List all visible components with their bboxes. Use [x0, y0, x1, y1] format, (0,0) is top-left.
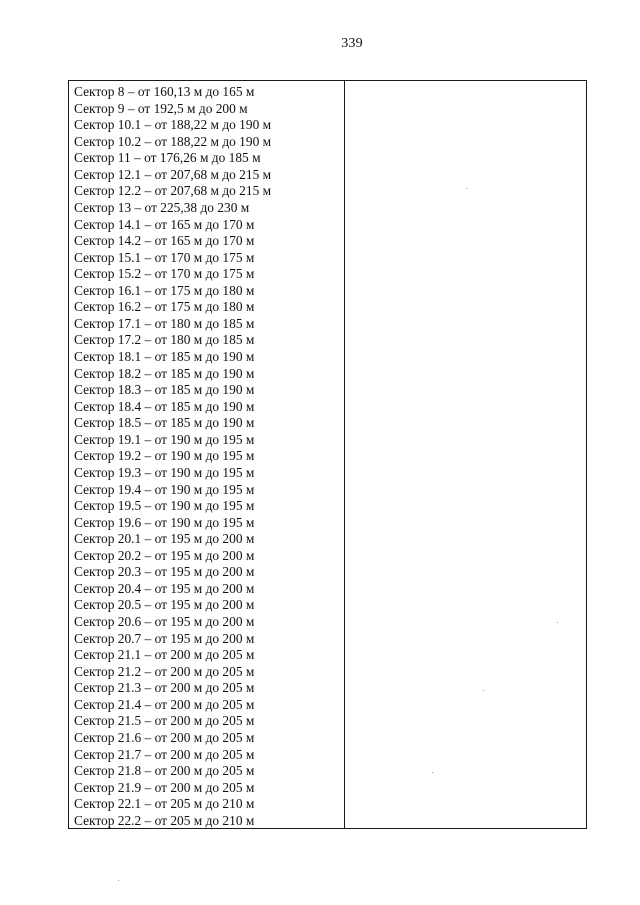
sector-row: Сектор 21.8 – от 200 м до 205 м: [74, 763, 255, 779]
sector-row: Сектор 20.2 – от 195 м до 200 м: [74, 547, 255, 563]
sector-row: Сектор 21.4 – от 200 м до 205 м: [74, 696, 255, 712]
sector-list: [74, 84, 342, 829]
sector-row: Сектор 16.1 – от 175 м до 180 м: [74, 282, 255, 298]
sector-row: Сектор 18.5 – от 185 м до 190 м: [74, 415, 255, 431]
sector-row: Сектор 19.5 – от 190 м до 195 м: [74, 498, 255, 514]
sector-row: Сектор 20.1 – от 195 м до 200 м: [74, 531, 255, 547]
sector-row: Сектор 17.1 – от 180 м до 185 м: [74, 315, 255, 331]
sector-row: Сектор 8 – от 160,13 м до 165 м: [74, 84, 255, 99]
scan-speck: [432, 772, 433, 773]
sector-row: Сектор 17.2 – от 180 м до 185 м: [74, 332, 255, 348]
sector-row: Сектор 22.2 – от 205 м до 210 м: [74, 812, 255, 828]
sector-row: Сектор 15.2 – от 170 м до 175 м: [74, 266, 255, 282]
sector-row: Сектор 21.9 – от 200 м до 205 м: [74, 779, 255, 795]
sector-row: Сектор 21.7 – от 200 м до 205 м: [74, 746, 255, 762]
sector-row: Сектор 19.2 – от 190 м до 195 м: [74, 448, 255, 464]
sector-row: Сектор 21.6 – от 200 м до 205 м: [74, 729, 255, 745]
sector-row: Сектор 20.3 – от 195 м до 200 м: [74, 564, 255, 580]
column-divider: [344, 81, 345, 828]
sector-row: Сектор 14.2 – от 165 м до 170 м: [74, 233, 255, 249]
sector-row: Сектор 21.3 – от 200 м до 205 м: [74, 680, 255, 696]
page-number: 339: [341, 36, 363, 51]
sector-row: Сектор 12.1 – от 207,68 м до 215 м: [74, 166, 272, 182]
sector-row: Сектор 13 – от 225,38 до 230 м: [74, 199, 250, 215]
scan-speck: [466, 188, 467, 189]
sector-row: Сектор 21.1 – от 200 м до 205 м: [74, 647, 255, 663]
sector-row: Сектор 21.5 – от 200 м до 205 м: [74, 713, 255, 729]
sector-row: Сектор 19.6 – от 190 м до 195 м: [74, 514, 255, 530]
sector-row: Сектор 20.7 – от 195 м до 200 м: [74, 630, 255, 646]
sector-row: Сектор 10.2 – от 188,22 м до 190 м: [74, 133, 272, 149]
sector-row: Сектор 15.1 – от 170 м до 175 м: [74, 249, 255, 265]
sector-row: Сектор 12.2 – от 207,68 м до 215 м: [74, 183, 272, 199]
sector-row: Сектор 18.1 – от 185 м до 190 м: [74, 349, 255, 364]
scan-speck: [483, 690, 484, 691]
sector-row: Сектор 10.1 – от 188,22 м до 190 м: [74, 117, 272, 133]
scan-speck: [118, 880, 119, 881]
sector-row: Сектор 20.6 – от 195 м до 200 м: [74, 614, 255, 629]
sector-row: Сектор 21.2 – от 200 м до 205 м: [74, 663, 255, 679]
sector-row: Сектор 11 – от 176,26 м до 185 м: [74, 150, 261, 166]
sector-row: Сектор 18.3 – от 185 м до 190 м: [74, 382, 255, 398]
sector-row: Сектор 18.2 – от 185 м до 190 м: [74, 365, 255, 381]
sector-row: Сектор 19.4 – от 190 м до 195 м: [74, 481, 255, 497]
sector-row: Сектор 22.1 – от 205 м до 210 м: [74, 796, 255, 812]
scan-speck: [557, 622, 558, 623]
sector-row: Сектор 18.4 – от 185 м до 190 м: [74, 398, 255, 414]
sector-row: Сектор 20.4 – от 195 м до 200 м: [74, 580, 255, 596]
sector-row: Сектор 16.2 – от 175 м до 180 м: [74, 299, 255, 315]
sector-row: Сектор 19.3 – от 190 м до 195 м: [74, 464, 255, 480]
sector-row: Сектор 9 – от 192,5 м до 200 м: [74, 100, 248, 116]
sector-row: Сектор 14.1 – от 165 м до 170 м: [74, 216, 255, 232]
sector-row: Сектор 19.1 – от 190 м до 195 м: [74, 431, 255, 447]
sector-row: Сектор 20.5 – от 195 м до 200 м: [74, 597, 255, 613]
sector-table: [68, 80, 587, 829]
